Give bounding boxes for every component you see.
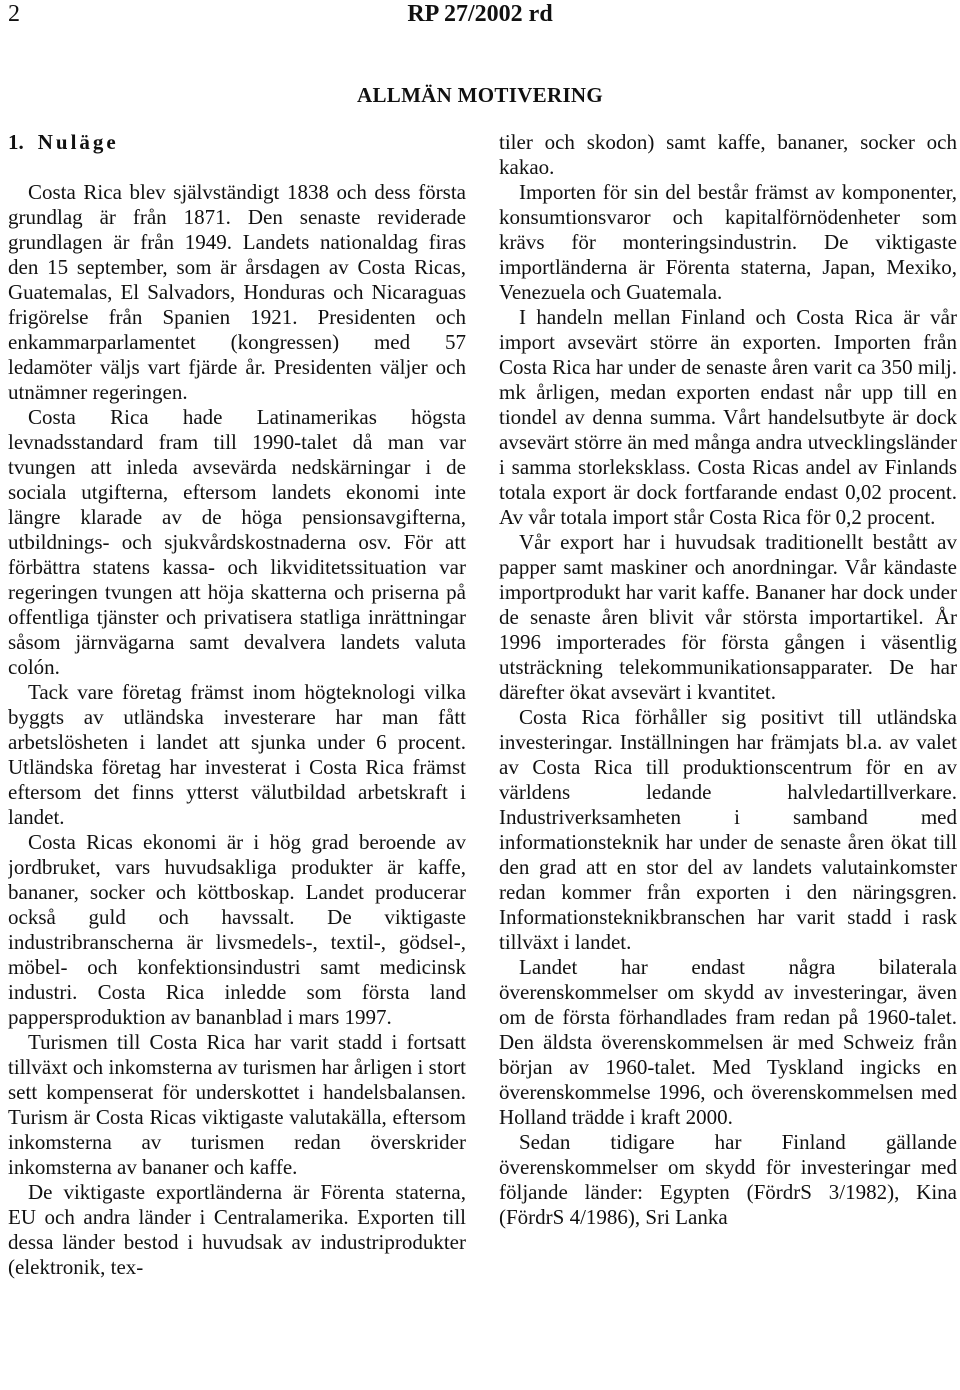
section-title: Nuläge (37, 130, 119, 154)
paragraph: I handeln mellan Finland och Costa Rica är vår import avsevärt större än exporten. Importen från Costa Rica har under de senaste åren varit ca 350 milj. mk årligen, medan exporten endast når upp till en tiondel av denna summa. Vårt handelsutbyte är dock avsevärt större än med många andra utvecklingsländer i samma storleksklass. Costa Ricas andel av Finlands totala export är dock fortfarande endast 0,02 procent. Av vår totala import står Costa Rica för 0,2 procent. (499, 305, 957, 529)
left-column (8, 130, 466, 1390)
page-number: 2 (8, 1, 20, 27)
paragraph: Costa Rica hade Latinamerikas högsta levnadsstandard fram till 1990-talet då man var tvungen att inleda avsevärda nedskärningar i de sociala utgifterna, eftersom landets ekonomi inte längre klarade av de höga pensionsavgifterna, utbildnings- och sjukvårdskostnaderna osv. För att förbättra statens kassa- och likviditetssituation var regeringen tvungen att höja skatterna och priserna på offentliga tjänster och privatisera statliga inrättningar såsom järnvägarna samt devalvera landets valuta colón. (8, 405, 466, 679)
paragraph: Landet har endast några bilaterala överenskommelser om skydd av investeringar, även om de första förhandlades fram redan på 1960-talet. Den äldsta överenskommelsen är med Schweiz från början av 1960-talet. Med Tyskland ingicks en överenskommelse 1996, och överenskommelsen med Holland trädde i kraft 2000. (499, 955, 957, 1129)
paragraph: Vår export har i huvudsak traditionellt bestått av papper samt maskiner och anordningar. Vår kändaste importprodukt har varit kaffe. Bananer har dock under de senaste åren blivit vår största importartikel. År 1996 importerades för första gången i väsentlig utsträckning telekommunikationsapparater. De har därefter ökat avsevärt i kvantitet. (499, 530, 957, 704)
section-heading (8, 130, 466, 155)
paragraph: Costa Rica förhåller sig positivt till utländska investeringar. Inställningen har främjats bl.a. av valet av Costa Rica till produktionscentrum för en av världens ledande halvledartillverkare. Industriverksamheten i samband med informationsteknik har under de senaste åren ökat till den grad att en stor del av landets valutainkomster redan kommer från exporten i den näringsgren. Informationsteknikbranschen har varit stadd i rask tillväxt i landet. (499, 705, 957, 954)
main-title: ALLMÄN MOTIVERING (356, 83, 604, 107)
page-header (0, 0, 960, 30)
paragraph: Sedan tidigare har Finland gällande överenskommelser om skydd för investeringar med följande länder: Egypten (FördrS 3/1982), Kina (FördrS 4/1986), Sri Lanka (499, 1130, 957, 1229)
document-id: RP 27/2002 rd (407, 1, 553, 27)
paragraph: De viktigaste exportländerna är Förenta staterna, EU och andra länder i Centralamerika. Exporten till dessa länder bestod i huvudsak av industriprodukter (elektronik, tex- (8, 1180, 466, 1279)
right-column (499, 130, 957, 1390)
paragraph: Turismen till Costa Rica har varit stadd i fortsatt tillväxt och inkomsterna av turismen har årligen i stort sett kompenserat för underskottet i handelsbalansen. Turism är Costa Ricas viktigaste valutakälla, eftersom inkomsterna av turismen redan överskrider inkomsterna av bananer och kaffe. (8, 1030, 466, 1179)
paragraph: Costa Rica blev självständigt 1838 och dess första grundlag är från 1871. Den senaste reviderade grundlagen är från 1949. Landets nationaldag firas den 15 september, som är årsdagen av Costa Ricas, Guatemalas, El Salvadors, Honduras och Nicaraguas frigörelse från Spanien 1921. Presidenten och enkammarparlamentet (kongressen) med 57 ledamöter väljs vart fjärde år. Presidenten väljer och utnämner regeringen. (8, 180, 466, 404)
paragraph: Tack vare företag främst inom högteknologi vilka byggts av utländska investerare har man fått arbetslösheten i landet att sjunka under 6 procent. Utländska företag har investerat i Costa Rica främst eftersom det finns ytterst välutbildad arbetskraft i landet. (8, 680, 466, 829)
paragraph-continuation: tiler och skodon) samt kaffe, bananer, socker och kakao. (499, 130, 957, 179)
paragraph: Importen för sin del består främst av komponenter, konsumtionsvaror och kapitalförnödenheter som krävs för monteringsindustrin. De viktigaste importländerna är Förenta staterna, Japan, Mexiko, Venezuela och Guatemala. (499, 180, 957, 304)
paragraph: Costa Ricas ekonomi är i hög grad beroende av jordbruket, vars huvudsakliga produkter är kaffe, bananer, socker och köttboskap. Landet producerar också guld och havssalt. De viktigaste industribranscherna är livsmedels-, textil-, gödsel-, möbel- och konfektionsindustri samt medicinsk industri. Costa Rica inledde som första land pappersproduktion av bananblad i mars 1997. (8, 830, 466, 1029)
section-number: 1. (8, 130, 24, 154)
